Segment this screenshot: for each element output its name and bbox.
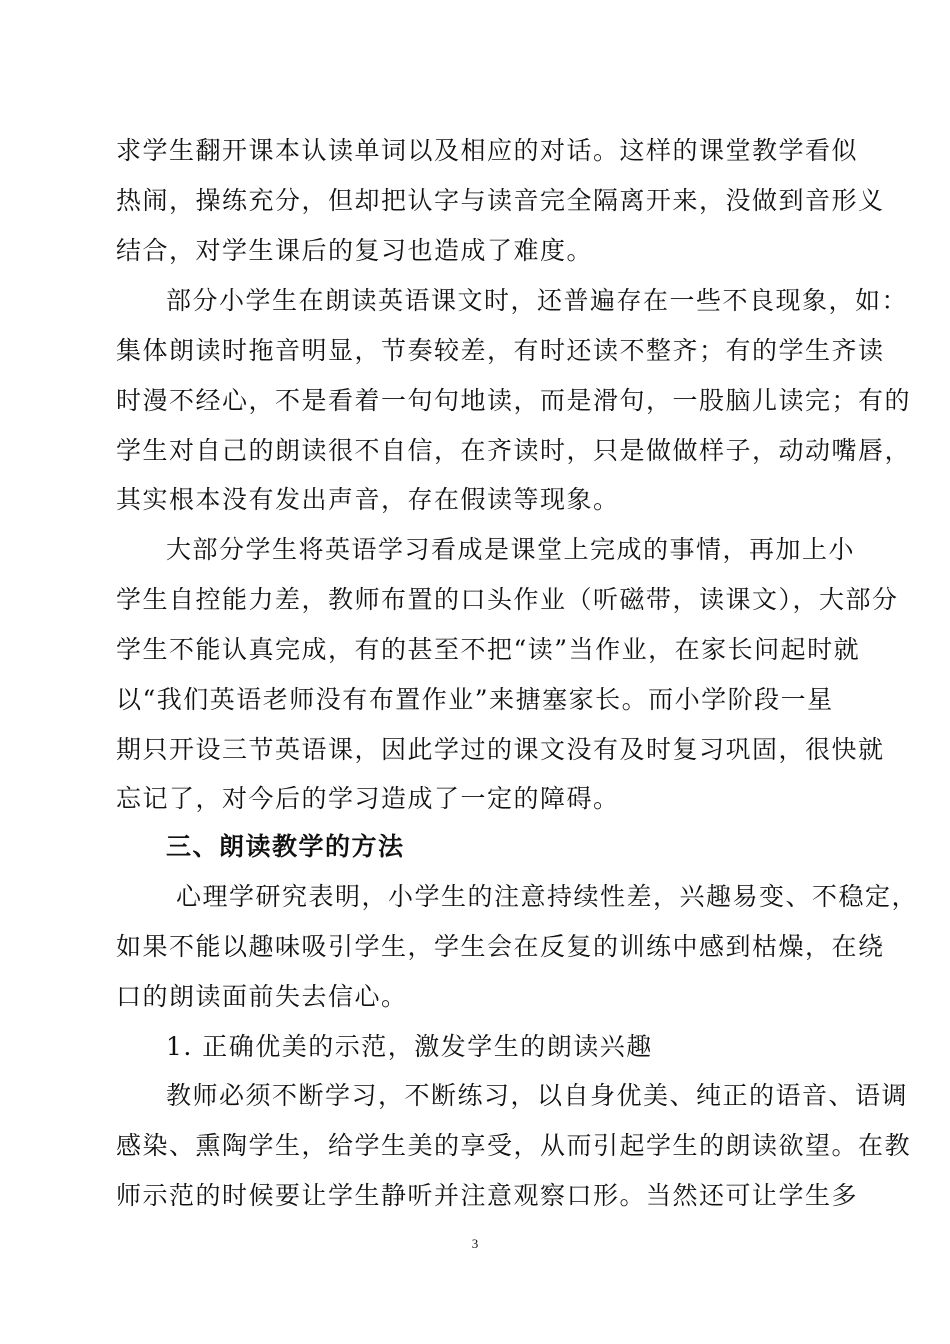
text-line: 学生对自己的朗读很不自信，在齐读时，只是做做样子，动动嘴唇， bbox=[116, 436, 912, 465]
text-line: 期只开设三节英语课，因此学过的课文没有及时复习巩固，很快就 bbox=[116, 735, 885, 764]
text-line: 时漫不经心，不是看着一句句地读，而是滑句，一股脑儿读完；有的 bbox=[116, 386, 912, 415]
text-line: 教师必须不断学习，不断练习，以自身优美、纯正的语音、语调 bbox=[166, 1081, 909, 1110]
text-line: 忘记了，对今后的学习造成了一定的障碍。 bbox=[116, 784, 620, 813]
text-line: 如果不能以趣味吸引学生，学生会在反复的训练中感到枯燥，在绕 bbox=[116, 932, 885, 961]
text-line: 集体朗读时拖音明显，节奏较差，有时还读不整齐；有的学生齐读 bbox=[116, 336, 885, 365]
section-heading: 三、朗读教学的方法 bbox=[166, 832, 405, 861]
text-line: 学生自控能力差，教师布置的口头作业（听磁带，读课文），大部分 bbox=[116, 585, 899, 614]
text-line: 感染、熏陶学生，给学生美的享受，从而引起学生的朗读欲望。在教 bbox=[116, 1131, 912, 1160]
text-line: 口的朗读面前失去信心。 bbox=[116, 982, 408, 1011]
text-line: 以“我们英语老师没有布置作业”来搪塞家长。而小学阶段一星 bbox=[116, 685, 834, 714]
text-line: 结合，对学生课后的复习也造成了难度。 bbox=[116, 236, 594, 265]
text-line: 师示范的时候要让学生静听并注意观察口形。当然还可让学生多 bbox=[116, 1181, 859, 1210]
text-line: 心理学研究表明，小学生的注意持续性差，兴趣易变、不稳定， bbox=[176, 882, 919, 911]
text-line: 热闹，操练充分，但却把认字与读音完全隔离开来，没做到音形义 bbox=[116, 186, 885, 215]
page-number: 3 bbox=[471, 1236, 479, 1251]
text-line: 求学生翻开课本认读单词以及相应的对话。这样的课堂教学看似 bbox=[116, 136, 859, 165]
text-line: 部分小学生在朗读英语课文时，还普遍存在一些不良现象，如： bbox=[166, 286, 909, 315]
text-line: 大部分学生将英语学习看成是课堂上完成的事情，再加上小 bbox=[166, 535, 856, 564]
subsection-heading: 1. 正确优美的示范，激发学生的朗读兴趣 bbox=[166, 1032, 653, 1061]
text-line: 学生不能认真完成，有的甚至不把“读”当作业，在家长问起时就 bbox=[116, 635, 861, 664]
text-line: 其实根本没有发出声音，存在假读等现象。 bbox=[116, 485, 620, 514]
